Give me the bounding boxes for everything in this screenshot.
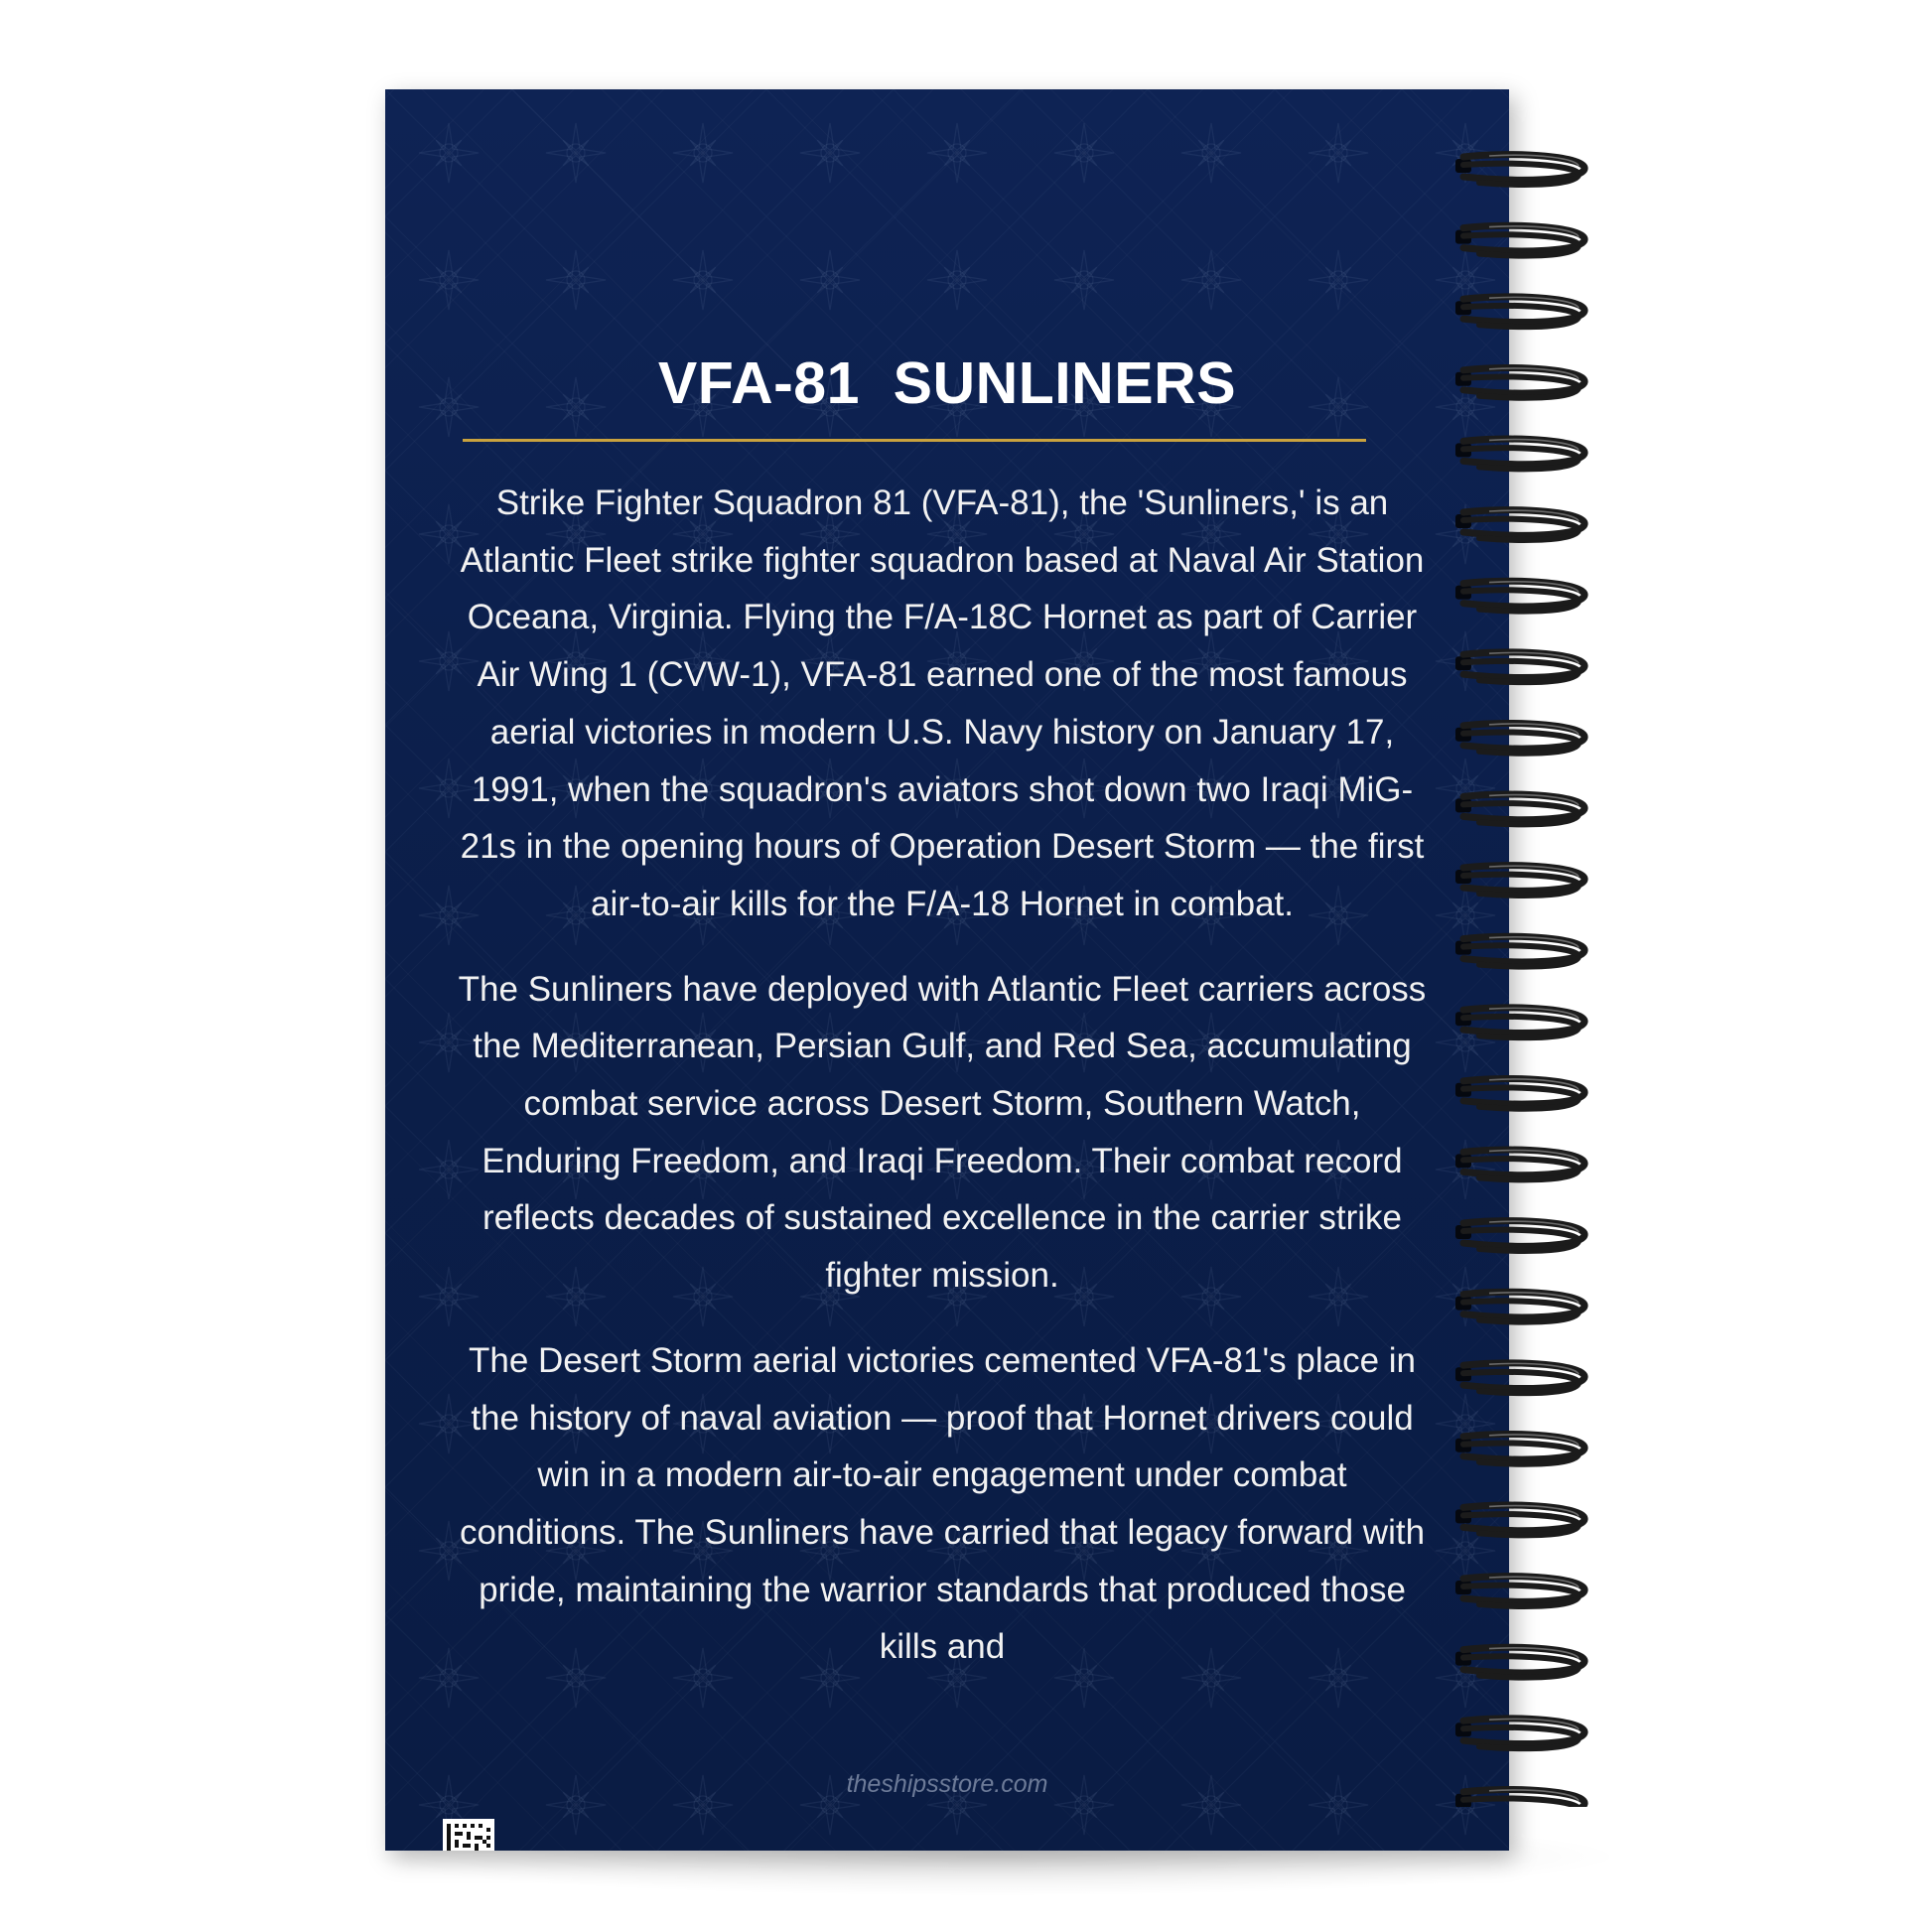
- squadron-history-text: [455, 475, 1430, 1704]
- spiral-ring: [1455, 297, 1585, 327]
- spiral-ring: [1455, 1577, 1585, 1606]
- notebook-back-cover: [385, 89, 1509, 1851]
- spiral-ring: [1455, 866, 1585, 896]
- spiral-ring: [1455, 1078, 1585, 1108]
- spiral-ring: [1455, 1789, 1585, 1807]
- spiral-ring: [1455, 1150, 1585, 1179]
- gold-divider: [463, 439, 1366, 442]
- spiral-ring: [1455, 155, 1585, 185]
- spiral-binding: [1449, 139, 1608, 1807]
- spiral-ring: [1455, 225, 1585, 255]
- spiral-ring: [1455, 581, 1585, 611]
- spiral-ring: [1455, 1647, 1585, 1677]
- spiral-ring: [1455, 723, 1585, 753]
- spiral-ring: [1455, 1292, 1585, 1321]
- spiral-ring: [1455, 1434, 1585, 1463]
- spiral-ring: [1455, 1221, 1585, 1251]
- paragraph-3: The Desert Storm aerial victories cemented VFA-81's place in the history of naval aviation — proof that Hornet drivers could win in a modern air-to-air engagement under combat conditions. The Sunliners have carried that legacy forward with pride, maintaining the warrior standards that produced those kills and: [459, 1340, 1426, 1667]
- spiral-ring: [1455, 1719, 1585, 1748]
- spiral-ring: [1455, 1363, 1585, 1393]
- paragraph-1: Strike Fighter Squadron 81 (VFA-81), the 'Sunliners,' is an Atlantic Fleet strike fighter squadron based at Naval Air Station Oceana, Virginia. Flying the F/A-18C Hornet as part of Carrier Air Wing 1 (CVW-1), VFA-81 earned one of the most famous aerial victories in modern U.S. Navy history on January 17, 1991, when the squadron's aviators shot down two Iraqi MiG-21s in the opening hours of Operation Desert Storm — the first air-to-air kills for the F/A-18 Hornet in combat.: [460, 483, 1425, 923]
- spiral-ring: [1455, 1008, 1585, 1037]
- store-watermark: theshipsstore.com: [846, 1770, 1048, 1798]
- spiral-ring: [1455, 652, 1585, 682]
- spiral-ring: [1455, 367, 1585, 397]
- spiral-ring: [1455, 794, 1585, 824]
- spiral-ring: [1455, 439, 1585, 469]
- paragraph-2: The Sunliners have deployed with Atlantic Fleet carriers across the Mediterranean, Persian Gulf, and Red Sea, accumulating combat service across Desert Storm, Southern Watch, Enduring Freedom, and Iraqi Freedom. Their combat record reflects decades of sustained excellence in the carrier strike fighter mission.: [458, 969, 1427, 1296]
- spiral-ring: [1455, 936, 1585, 966]
- spiral-ring: [1455, 1505, 1585, 1535]
- spiral-ring: [1455, 510, 1585, 540]
- page-title: VFA-81 SUNLINERS: [657, 350, 1237, 416]
- datamatrix-code-icon: [443, 1819, 494, 1851]
